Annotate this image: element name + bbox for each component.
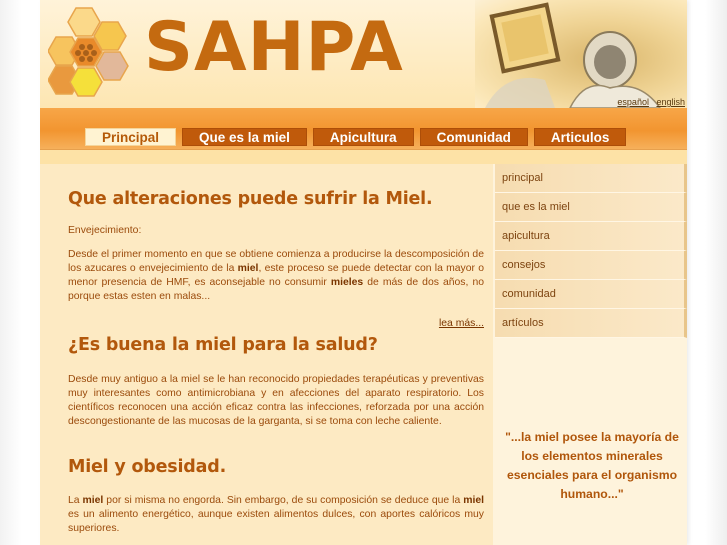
nav-que-es-la-miel[interactable]: Que es la miel (182, 128, 307, 146)
body-text: Desde el primer momento en que se obtiene comienza a producirse la descomposición de los azucares o envejecimiento de la (68, 249, 484, 274)
main-content (40, 164, 493, 545)
article-title: ¿Es buena la miel para la salud? (68, 335, 378, 355)
language-switcher (612, 97, 685, 107)
nav-band (40, 150, 687, 164)
article-title: Miel y obesidad. (68, 457, 227, 477)
sidebar-item-comunidad[interactable]: comunidad (495, 280, 687, 309)
sidebar (493, 164, 687, 545)
read-more-link[interactable]: lea más... (438, 318, 484, 329)
body-bold: mieles (330, 277, 364, 288)
body-text: , este proceso se puede detectar con la mayor o menor presencia de HMF, es aconsejable no consumir (68, 263, 485, 288)
article-body (68, 248, 484, 304)
nav-comunidad[interactable]: Comunidad (420, 128, 528, 146)
lang-english-link[interactable]: english (656, 97, 685, 107)
body-bold: miel (463, 495, 484, 506)
main-nav (85, 128, 626, 146)
main-navbar (40, 108, 687, 150)
sidebar-item-articulos[interactable]: artículos (495, 309, 687, 338)
nav-apicultura[interactable]: Apicultura (313, 128, 414, 146)
body-bold: miel (82, 495, 104, 506)
sidebar-item-principal[interactable]: principal (495, 164, 687, 193)
sidebar-item-que-es-la-miel[interactable]: que es la miel (495, 193, 687, 222)
article-alteraciones (68, 188, 484, 304)
page-container (40, 0, 687, 545)
beekeeper-illustration-icon (475, 0, 687, 108)
beekeeper-photo (475, 0, 687, 108)
sidebar-quote: "...la miel posee la mayoría de los elementos minerales esenciales para el organismo humano..." (505, 430, 679, 501)
article-salud (68, 334, 484, 429)
sidebar-item-apicultura[interactable]: apicultura (495, 222, 687, 251)
article-obesidad (68, 456, 484, 536)
body-text: por si misma no engorda. Sin embargo, de su composición se deduce que la (103, 495, 464, 506)
header (40, 0, 687, 108)
body-text: es un alimento energético, aunque existen alimentos dulces, con aportes calóricos muy superiores. (68, 509, 484, 534)
article-subtitle: Envejecimiento: (68, 225, 142, 236)
nav-principal[interactable]: Principal (85, 128, 176, 146)
article-title: Que alteraciones puede sufrir la Miel. (68, 189, 433, 209)
sidebar-item-consejos[interactable]: consejos (495, 251, 687, 280)
article-body (68, 494, 484, 536)
body-text: La (68, 495, 83, 506)
body-bold: miel (237, 263, 259, 274)
honeycomb-logo-icon (48, 5, 138, 99)
article-body: Desde muy antiguo a la miel se le han reconocido propiedades terapéuticas y preventivas muy interesantes como antimicrobiana y en afecciones del aparato respiratorio. Los científicos reconocen una acción eficaz contra las infecciones, reforzada por una acción descongestionante de las mucosas de la garganta, si se toma con leche caliente. (68, 374, 484, 427)
brand-title: SAHPA (144, 8, 404, 87)
lang-spanish-link[interactable]: español (617, 97, 649, 107)
body-text: de más de dos años, no porque estas esten en malas... (68, 277, 484, 302)
nav-articulos[interactable]: Articulos (534, 128, 627, 146)
